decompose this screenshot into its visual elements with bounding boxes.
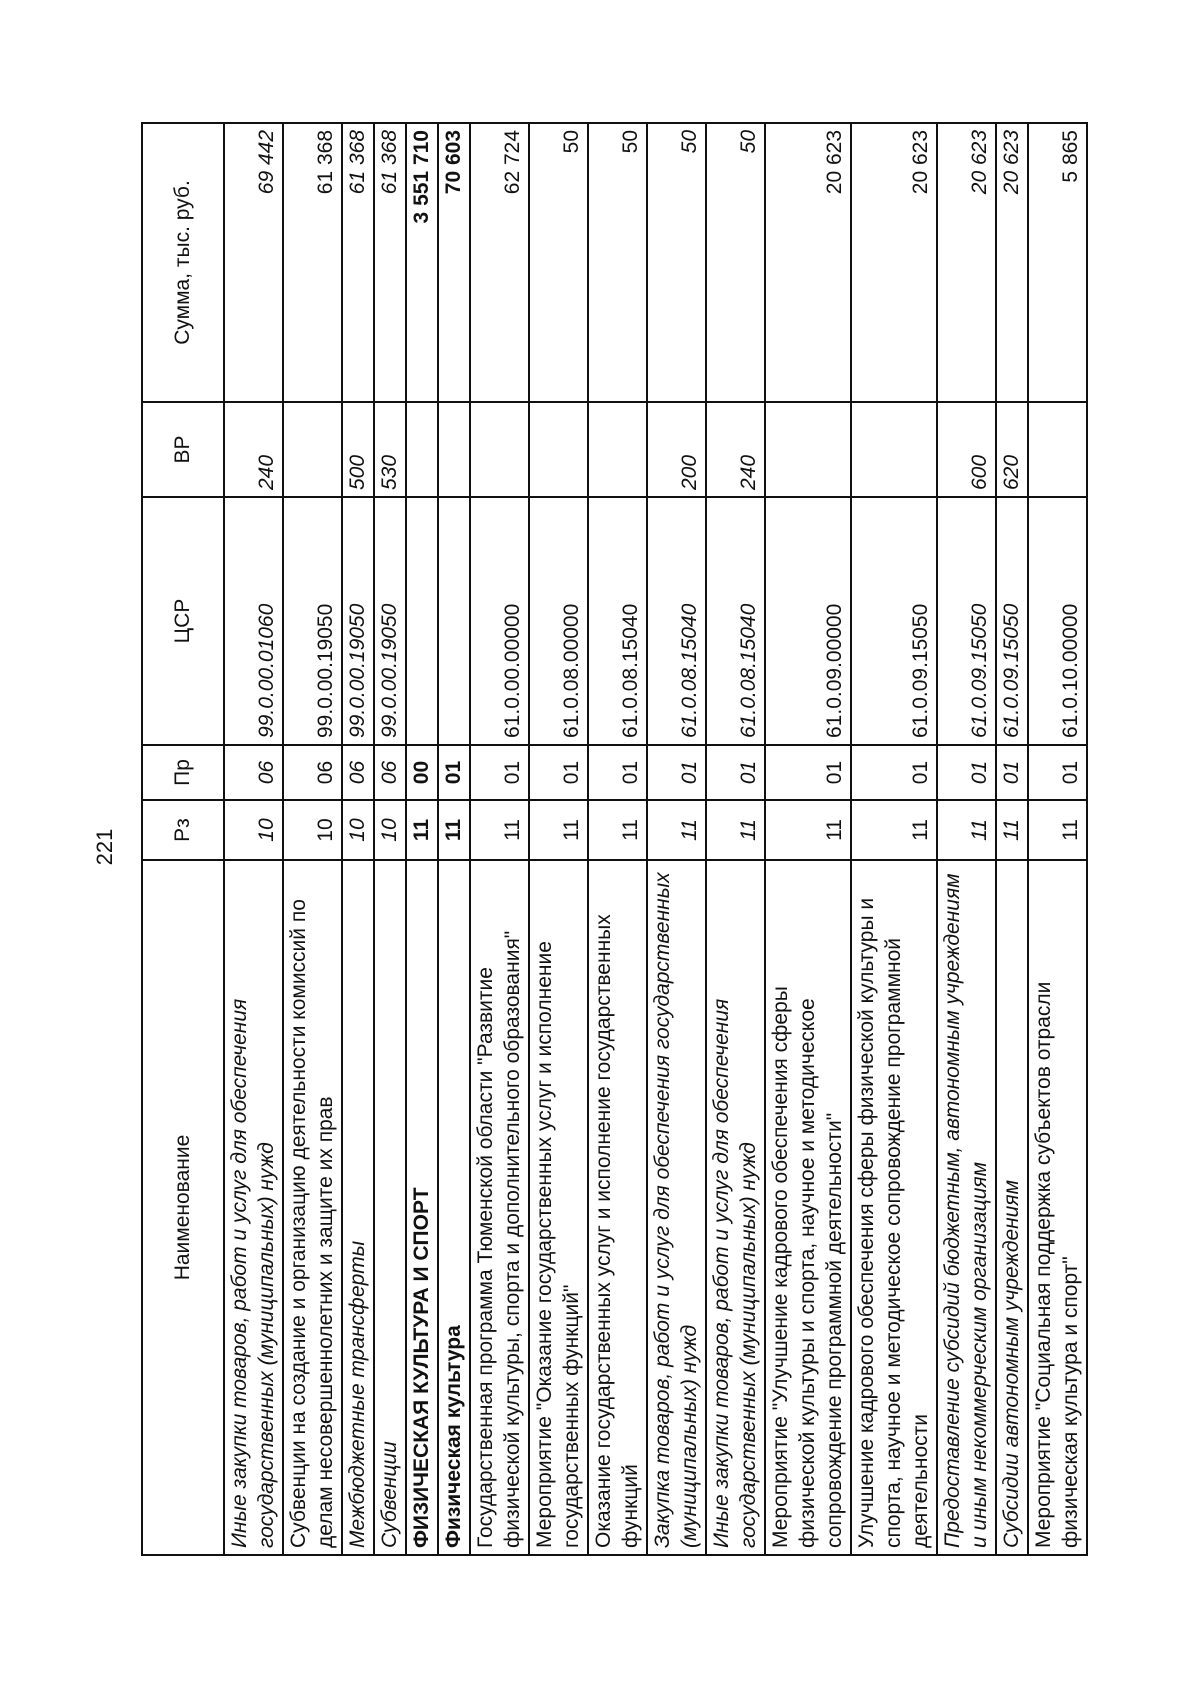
cell-sum: 61 368 [283, 123, 342, 402]
cell-vr [1028, 402, 1087, 497]
cell-sum: 20 623 [937, 123, 996, 402]
cell-csr: 61.0.09.15050 [937, 497, 996, 745]
cell-name: Субвенции на создание и организацию деятельности комиссий по делам несовершеннолетних и защите их прав [283, 860, 342, 1555]
cell-csr: 61.0.09.15050 [996, 497, 1028, 745]
cell-name: Закупка товаров, работ и услуг для обеспечения государственных (муниципальных) нужд [647, 860, 706, 1555]
header-rz: Рз [142, 800, 224, 860]
cell-sum: 62 724 [470, 123, 529, 402]
table-row [342, 123, 374, 1555]
header-sum: Сумма, тыс. руб. [142, 123, 224, 402]
cell-pr: 06 [224, 745, 283, 800]
cell-sum: 50 [529, 123, 588, 402]
cell-name: Физическая культура [438, 860, 470, 1555]
cell-name: Иные закупки товаров, работ и услуг для обеспечения государственных (муниципальных) нужд [224, 860, 283, 1555]
cell-csr [406, 497, 438, 745]
cell-pr: 01 [438, 745, 470, 800]
cell-vr: 620 [996, 402, 1028, 497]
cell-rz: 10 [224, 800, 283, 860]
table-row [406, 123, 438, 1555]
cell-rz: 11 [529, 800, 588, 860]
table-row [374, 123, 406, 1555]
cell-pr: 01 [470, 745, 529, 800]
cell-csr: 99.0.00.19050 [283, 497, 342, 745]
table-row [438, 123, 470, 1555]
cell-name: Мероприятие "Улучшение кадрового обеспечения сферы физической культуры и спорта, научное и методическое сопровождение программной деятельности" [765, 860, 851, 1555]
cell-name: Улучшение кадрового обеспечения сферы физической культуры и спорта, научное и методическое сопровождение программной деятельности [851, 860, 937, 1555]
cell-name: Предоставление субсидий бюджетным, автономным учреждениям и иным некоммерческим организациям [937, 860, 996, 1555]
cell-rz: 11 [470, 800, 529, 860]
budget-table [141, 122, 1088, 1556]
cell-rz: 11 [588, 800, 647, 860]
cell-rz: 11 [438, 800, 470, 860]
cell-rz: 11 [406, 800, 438, 860]
cell-pr: 06 [283, 745, 342, 800]
cell-sum: 20 623 [851, 123, 937, 402]
cell-vr [588, 402, 647, 497]
cell-sum: 61 368 [342, 123, 374, 402]
cell-pr: 01 [706, 745, 765, 800]
rotated-page-content [141, 124, 1086, 1556]
cell-vr [765, 402, 851, 497]
cell-pr: 01 [765, 745, 851, 800]
cell-csr: 61.0.08.15040 [706, 497, 765, 745]
cell-vr: 240 [224, 402, 283, 497]
cell-csr: 99.0.00.01060 [224, 497, 283, 745]
table-row [224, 123, 283, 1555]
cell-name: Мероприятие "Социальная поддержка субъектов отрасли физическая культура и спорт" [1028, 860, 1087, 1555]
cell-pr: 06 [374, 745, 406, 800]
table-row [283, 123, 342, 1555]
cell-name: Оказание государственных услуг и исполнение государственных функций [588, 860, 647, 1555]
cell-csr: 61.0.08.15040 [588, 497, 647, 745]
cell-rz: 11 [706, 800, 765, 860]
cell-vr [529, 402, 588, 497]
cell-csr: 61.0.10.00000 [1028, 497, 1087, 745]
cell-vr [851, 402, 937, 497]
cell-csr [438, 497, 470, 745]
cell-rz: 11 [647, 800, 706, 860]
cell-pr: 01 [647, 745, 706, 800]
cell-pr: 01 [1028, 745, 1087, 800]
table-row [529, 123, 588, 1555]
cell-vr: 500 [342, 402, 374, 497]
cell-name: Иные закупки товаров, работ и услуг для обеспечения государственных (муниципальных) нужд [706, 860, 765, 1555]
header-pr: Пр [142, 745, 224, 800]
cell-sum: 69 442 [224, 123, 283, 402]
cell-pr: 01 [996, 745, 1028, 800]
cell-pr: 01 [529, 745, 588, 800]
cell-csr: 99.0.00.19050 [342, 497, 374, 745]
cell-name: Межбюджетные трансферты [342, 860, 374, 1555]
cell-csr: 61.0.09.15050 [851, 497, 937, 745]
cell-pr: 01 [937, 745, 996, 800]
table-row [1028, 123, 1087, 1555]
header-csr: ЦСР [142, 497, 224, 745]
header-vr: ВР [142, 402, 224, 497]
cell-vr: 600 [937, 402, 996, 497]
cell-sum: 61 368 [374, 123, 406, 402]
table-row [851, 123, 937, 1555]
cell-vr: 240 [706, 402, 765, 497]
cell-sum: 5 865 [1028, 123, 1087, 402]
table-row [706, 123, 765, 1555]
cell-sum: 50 [647, 123, 706, 402]
cell-csr: 99.0.00.19050 [374, 497, 406, 745]
cell-sum: 3 551 710 [406, 123, 438, 402]
cell-rz: 11 [1028, 800, 1087, 860]
cell-pr: 01 [588, 745, 647, 800]
cell-rz: 11 [937, 800, 996, 860]
cell-vr: 200 [647, 402, 706, 497]
cell-pr: 01 [851, 745, 937, 800]
cell-vr: 530 [374, 402, 406, 497]
cell-name: Субсидии автономным учреждениям [996, 860, 1028, 1555]
table-row [588, 123, 647, 1555]
cell-rz: 11 [996, 800, 1028, 860]
cell-csr: 61.0.08.15040 [647, 497, 706, 745]
cell-csr: 61.0.09.00000 [765, 497, 851, 745]
cell-sum: 20 623 [765, 123, 851, 402]
cell-vr [406, 402, 438, 497]
cell-name: Мероприятие "Оказание государственных услуг и исполнение государственных функций" [529, 860, 588, 1555]
cell-rz: 10 [342, 800, 374, 860]
cell-csr: 61.0.00.00000 [470, 497, 529, 745]
table-header-row [142, 123, 224, 1555]
cell-sum: 50 [706, 123, 765, 402]
table-row [647, 123, 706, 1555]
cell-sum: 20 623 [996, 123, 1028, 402]
table-body [224, 123, 1087, 1555]
table-row [937, 123, 996, 1555]
cell-pr: 00 [406, 745, 438, 800]
table-row [765, 123, 851, 1555]
cell-vr [283, 402, 342, 497]
page-number: 221 [92, 828, 117, 866]
cell-csr: 61.0.08.00000 [529, 497, 588, 745]
cell-name: Субвенции [374, 860, 406, 1555]
cell-rz: 11 [851, 800, 937, 860]
header-name: Наименование [142, 860, 224, 1555]
cell-rz: 10 [283, 800, 342, 860]
cell-pr: 06 [342, 745, 374, 800]
cell-rz: 11 [765, 800, 851, 860]
cell-name: Государственная программа Тюменской области "Развитие физической культуры, спорта и дополнительного образования" [470, 860, 529, 1555]
cell-sum: 50 [588, 123, 647, 402]
cell-name: ФИЗИЧЕСКАЯ КУЛЬТУРА И СПОРТ [406, 860, 438, 1555]
table-row [470, 123, 529, 1555]
table-row [996, 123, 1028, 1555]
cell-vr [438, 402, 470, 497]
cell-vr [470, 402, 529, 497]
cell-rz: 10 [374, 800, 406, 860]
cell-sum: 70 603 [438, 123, 470, 402]
